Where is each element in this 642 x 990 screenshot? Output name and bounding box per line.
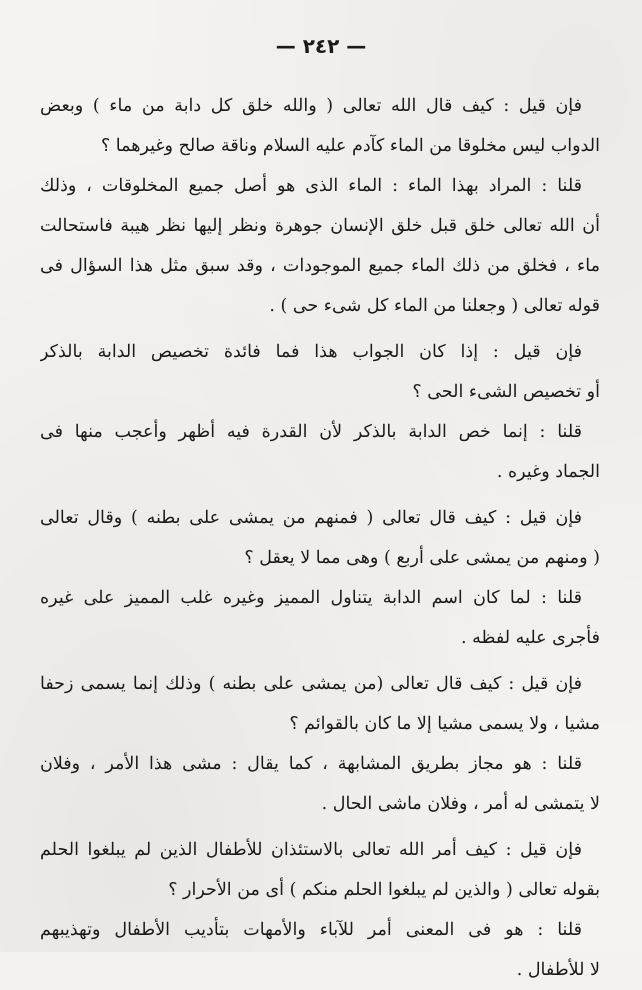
text-line: ( ومنهم من يمشى على أربع ) وهى مما لا يعقل ؟ (244, 548, 600, 568)
question-paragraph (40, 830, 600, 910)
text-line: أو تخصيص الشىء الحى ؟ (412, 382, 600, 402)
question-paragraph (40, 332, 600, 412)
text-line: قلنا : هو فى المعنى أمر للآباء والأمهات بتأديب الأطفال وتهذيبهم (40, 920, 582, 940)
text-line: لا يتمشى له أمر ، وفلان ماشى الحال . (321, 794, 600, 814)
answer-paragraph (40, 412, 600, 492)
text-line: أن الله تعالى خلق قبل خلق الإنسان جوهرة ونظر إليها نظر هيبة فاستحالت (40, 216, 600, 236)
text-line: فإن قيل : كيف أمر الله تعالى بالاستئذان للأطفال الذين لم يبلغوا الحلم (40, 840, 582, 860)
text-line: فإن قيل : كيف قال تعالى (من يمشى على بطنه ) وذلك إنما يسمى زحفا (40, 674, 582, 694)
question-paragraph (40, 86, 600, 166)
text-line: الجماد وغيره . (496, 462, 600, 482)
question-paragraph (40, 664, 600, 744)
text-line: لا للأطفال . (516, 960, 600, 980)
body-text (40, 86, 600, 990)
text-line: بقوله تعالى ( والذين لم يبلغوا الحلم منكم ) أى من الأحرار ؟ (168, 880, 600, 900)
page-number: — ٢٤٢ — (275, 34, 367, 58)
text-line: قلنا : إنما خص الدابة بالذكر لأن القدرة فيه أظهر وأعجب منها فى (40, 422, 582, 442)
text-line: ماء ، فخلق من ذلك الماء جميع الموجودات ، وقد سبق مثل هذا السؤال فى (40, 256, 600, 276)
answer-paragraph (40, 578, 600, 658)
text-line: فأجرى عليه لفظه . (461, 628, 600, 648)
answer-paragraph (40, 744, 600, 824)
text-line: قلنا : المراد بهذا الماء : الماء الذى هو أصل جميع المخلوقات ، وذلك (40, 176, 582, 196)
text-line: قوله تعالى ( وجعلنا من الماء كل شىء حى ) . (269, 296, 600, 316)
text-line: قلنا : هو مجاز بطريق المشابهة ، كما يقال : مشى هذا الأمر ، وفلان (40, 754, 582, 774)
text-line: قلنا : لما كان اسم الدابة يتناول المميز وغيره غلب المميز على غيره (40, 588, 582, 608)
text-line: الدواب ليس مخلوقا من الماء كآدم عليه السلام وناقة صالح وغيرهما ؟ (100, 136, 600, 156)
text-line: مشيا ، ولا يسمى مشيا إلا ما كان بالقوائم ؟ (289, 714, 600, 734)
answer-paragraph (40, 166, 600, 326)
question-paragraph (40, 498, 600, 578)
answer-paragraph (40, 910, 600, 990)
text-line: فإن قيل : إذا كان الجواب هذا فما فائدة تخصيص الدابة بالذكر (40, 342, 582, 362)
text-line: فإن قيل : كيف قال تعالى ( فمنهم من يمشى على بطنه ) وقال تعالى (40, 508, 582, 528)
text-line: فإن قيل : كيف قال الله تعالى ( والله خلق كل دابة من ماء ) وبعض (40, 96, 582, 116)
